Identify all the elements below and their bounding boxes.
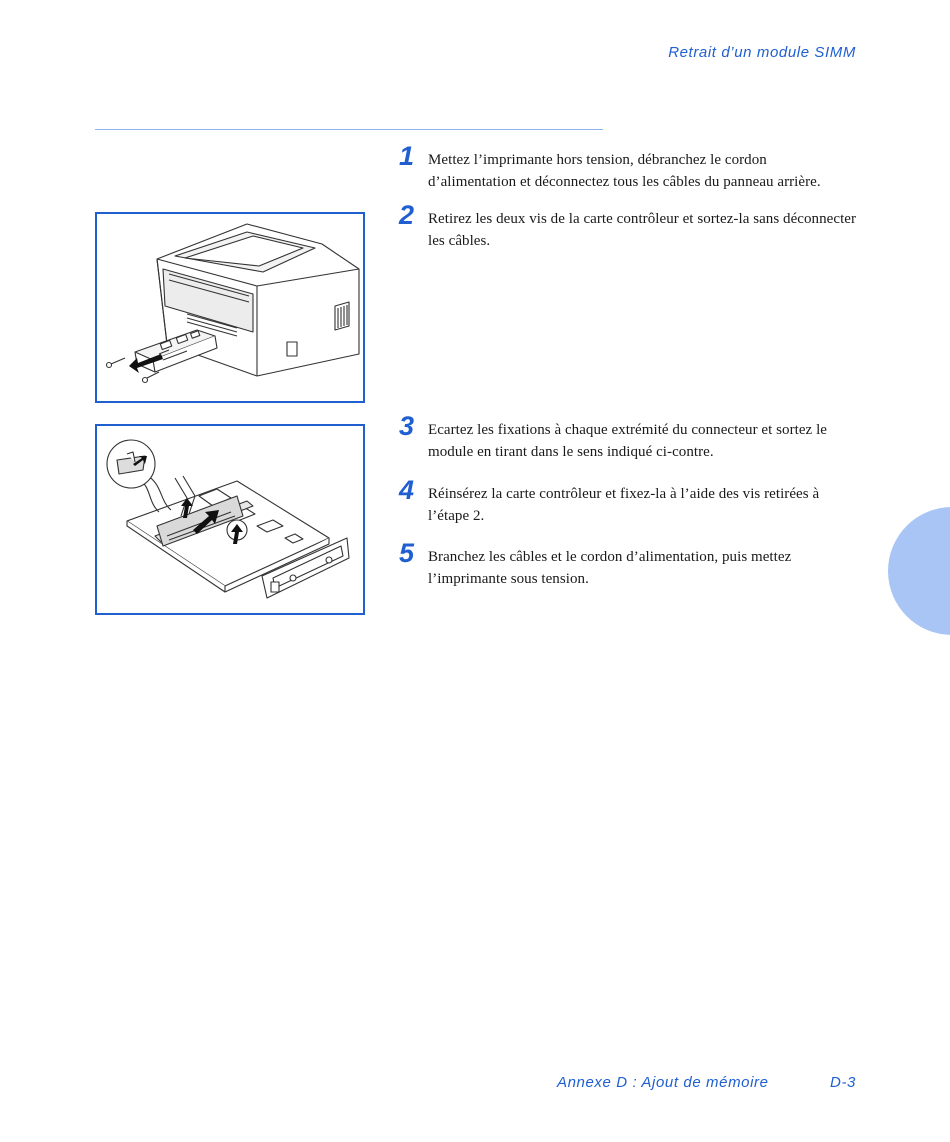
step-text: Branchez les câbles et le cordon d’alimentation, puis mettez l’imprimante sous tension. (428, 549, 792, 587)
simm-removal-illustration (95, 424, 365, 615)
step-number: 2 (399, 200, 415, 230)
running-header: Retrait d’un module SIMM (668, 44, 856, 61)
chapter-side-tab (888, 507, 950, 635)
board-drawing (97, 426, 363, 613)
step-number: 5 (399, 538, 415, 568)
printer-controller-illustration (95, 212, 365, 403)
step-text: Ecartez les fixations à chaque extrémité du connecteur et sortez le module en tirant dans le sens indiqué ci-contre. (428, 422, 827, 460)
page-number: D-3 (830, 1074, 856, 1091)
step-number: 3 (399, 411, 415, 441)
printer-drawing (97, 214, 363, 401)
step-text: Retirez les deux vis de la carte contrôleur et sortez-la sans déconnecter les câbles. (428, 211, 857, 249)
section-rule (95, 129, 603, 130)
step-text: Réinsérez la carte contrôleur et fixez-la à l’aide des vis retirées à l’étape 2. (428, 486, 820, 524)
step-number: 4 (399, 475, 415, 505)
step-number: 1 (399, 141, 415, 171)
footer-chapter-title: Annexe D : Ajout de mémoire (557, 1074, 769, 1091)
step-text: Mettez l’imprimante hors tension, débranchez le cordon d’alimentation et déconnectez tous les câbles du panneau arrière. (428, 152, 821, 190)
